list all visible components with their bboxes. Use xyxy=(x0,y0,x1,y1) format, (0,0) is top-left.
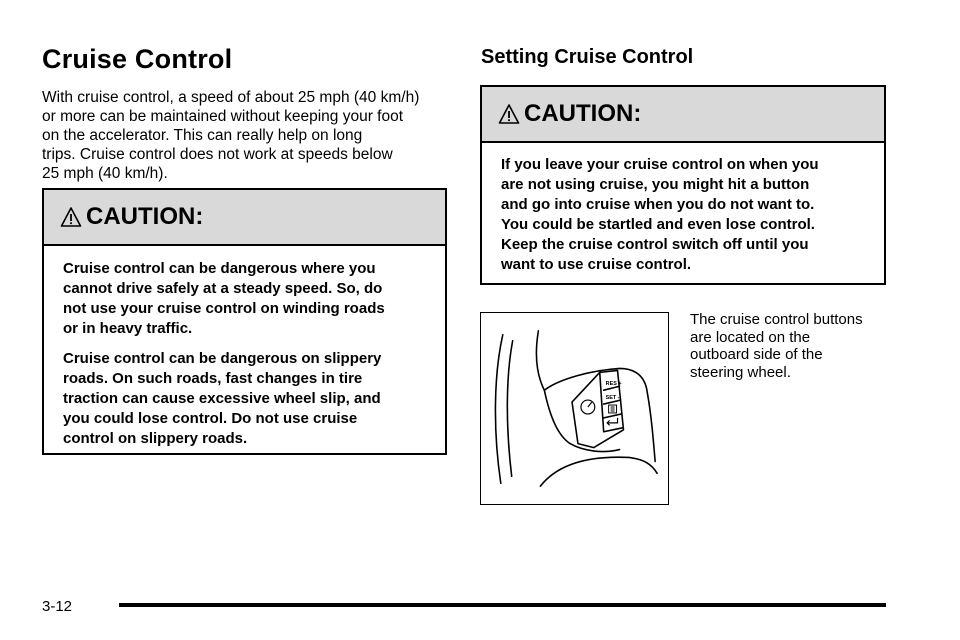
caution-line: If you leave your cruise control on when you xyxy=(501,156,819,173)
caution-line: Keep the cruise control switch off until you xyxy=(501,236,809,253)
res-plus-label: RES + xyxy=(605,381,622,388)
caution-line: you could lose control. Do not use cruise xyxy=(63,410,358,427)
caution-line: traction can cause excessive wheel slip, and xyxy=(63,390,381,407)
caution-line: not use your cruise control on winding roads xyxy=(63,300,385,317)
caution-line: or in heavy traffic. xyxy=(63,320,193,337)
wheel-spoke-upper xyxy=(536,331,544,390)
caution-line: roads. On such roads, fast changes in tire xyxy=(63,370,363,387)
intro-line: on the accelerator. This can really help on long xyxy=(42,127,363,144)
caution-box-leaving-cruise-on xyxy=(480,85,886,285)
steering-wheel-drawing xyxy=(481,313,668,504)
section-title-setting-cruise-control: Setting Cruise Control xyxy=(481,46,694,68)
caution-line: and go into cruise when you do not want to. xyxy=(501,196,815,213)
caution-box-winding-roads xyxy=(42,188,447,455)
caution-line: You could be startled and even lose control. xyxy=(501,216,815,233)
intro-line: trips. Cruise control does not work at speeds below xyxy=(42,146,393,163)
caution-line: Cruise control can be dangerous on slippery xyxy=(63,350,382,367)
wheel-rim-outer xyxy=(495,335,502,483)
caution-title: CAUTION: xyxy=(86,203,204,230)
caution-body xyxy=(44,246,445,449)
wheel-spoke-lower xyxy=(540,457,657,486)
caution-line: cannot drive safely at a steady speed. So, do xyxy=(63,280,383,297)
cruise-speedometer-icon xyxy=(581,400,595,414)
caution-line: Cruise control can be dangerous where you xyxy=(63,260,376,277)
caution-header xyxy=(482,87,884,143)
warning-triangle-icon xyxy=(498,103,520,125)
caption-line: outboard side of the xyxy=(690,346,823,363)
caution-paragraph xyxy=(63,349,445,449)
page-number: 3-12 xyxy=(42,598,73,615)
cancel-button-icon xyxy=(609,405,617,413)
section-title-cruise-control: Cruise Control xyxy=(42,44,233,74)
figure-caption xyxy=(690,311,910,381)
footer-rule xyxy=(119,603,886,607)
caution-line: want to use cruise control. xyxy=(501,256,692,273)
enter-arrow-icon xyxy=(607,418,617,425)
caution-body xyxy=(482,143,884,275)
caption-line: The cruise control buttons xyxy=(690,311,863,328)
intro-line: or more can be maintained without keeping your foot xyxy=(42,108,404,125)
caution-paragraph xyxy=(63,259,445,339)
wheel-rim-inner xyxy=(507,341,512,477)
caution-title: CAUTION: xyxy=(524,100,642,127)
caption-line: steering wheel. xyxy=(690,363,791,381)
steering-wheel-illustration xyxy=(480,312,669,505)
caution-line: are not using cruise, you might hit a button xyxy=(501,176,810,193)
warning-triangle-icon xyxy=(60,206,82,228)
intro-line: 25 mph (40 km/h). xyxy=(42,165,168,182)
intro-line: With cruise control, a speed of about 25 mph (40 km/h) xyxy=(42,89,420,106)
caution-line: control on slippery roads. xyxy=(63,430,248,447)
intro-paragraph xyxy=(42,88,462,183)
set-minus-label: SET - xyxy=(605,395,620,402)
caption-line: are located on the xyxy=(690,328,811,346)
caution-header xyxy=(44,190,445,246)
